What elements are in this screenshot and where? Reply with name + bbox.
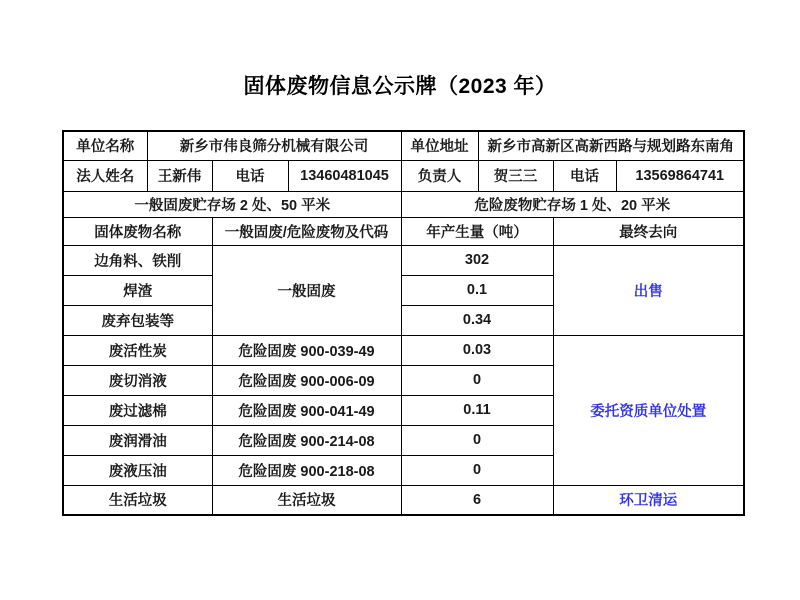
manager-label: 负责人 [401,160,478,191]
col-header-annual-amount: 年产生量（吨） [401,217,553,245]
waste-info-table [62,130,745,516]
page-title: 固体废物信息公示牌（2023 年） [243,75,557,98]
table-row [63,245,744,275]
col-header-destination: 最终去向 [553,217,744,245]
legal-person-value: 王新伟 [147,160,212,191]
waste-destination-cell: 出售 [553,245,744,335]
waste-amount-cell: 0 [401,365,553,395]
general-storage-summary: 一般固废贮存场 2 处、50 平米 [63,191,401,217]
manager-value: 贺三三 [478,160,553,191]
table-row [63,485,744,515]
waste-category-cell: 危险固废 900-218-08 [212,455,401,485]
waste-destination-cell: 委托资质单位处置 [553,335,744,485]
waste-amount-cell: 0 [401,455,553,485]
waste-category-cell: 危险固废 900-006-09 [212,365,401,395]
unit-name-label: 单位名称 [63,131,147,160]
table-row [63,131,744,160]
waste-category-cell: 危险固废 900-041-49 [212,395,401,425]
waste-name-cell: 废液压油 [63,455,212,485]
waste-name-cell: 边角料、铁削 [63,245,212,275]
waste-destination-cell: 环卫清运 [553,485,744,515]
waste-category-cell: 一般固废 [212,245,401,335]
waste-name-cell: 废活性炭 [63,335,212,365]
waste-amount-cell: 0.11 [401,395,553,425]
waste-name-cell: 废过滤棉 [63,395,212,425]
waste-category-cell: 危险固废 900-214-08 [212,425,401,455]
waste-category-cell: 生活垃圾 [212,485,401,515]
waste-amount-cell: 0.34 [401,305,553,335]
legal-person-label: 法人姓名 [63,160,147,191]
manager-phone-value: 13569864741 [616,160,744,191]
hazardous-storage-summary: 危险废物贮存场 1 处、20 平米 [401,191,744,217]
waste-amount-cell: 0 [401,425,553,455]
waste-name-cell: 废润滑油 [63,425,212,455]
waste-name-cell: 生活垃圾 [63,485,212,515]
waste-amount-cell: 6 [401,485,553,515]
table-row [63,160,744,191]
table-row [63,335,744,365]
waste-amount-cell: 302 [401,245,553,275]
unit-address-label: 单位地址 [401,131,478,160]
waste-name-cell: 废切消液 [63,365,212,395]
table-header-row [63,217,744,245]
waste-name-cell: 焊渣 [63,275,212,305]
unit-address-value: 新乡市高新区高新西路与规划路东南角 [478,131,744,160]
legal-phone-label: 电话 [212,160,288,191]
table-row [63,191,744,217]
manager-phone-label: 电话 [553,160,616,191]
legal-phone-value: 13460481045 [288,160,401,191]
waste-amount-cell: 0.1 [401,275,553,305]
waste-category-cell: 危险固废 900-039-49 [212,335,401,365]
waste-name-cell: 废弃包装等 [63,305,212,335]
col-header-category-code: 一般固废/危险废物及代码 [212,217,401,245]
waste-amount-cell: 0.03 [401,335,553,365]
unit-name-value: 新乡市伟良筛分机械有限公司 [147,131,401,160]
col-header-waste-name: 固体废物名称 [63,217,212,245]
